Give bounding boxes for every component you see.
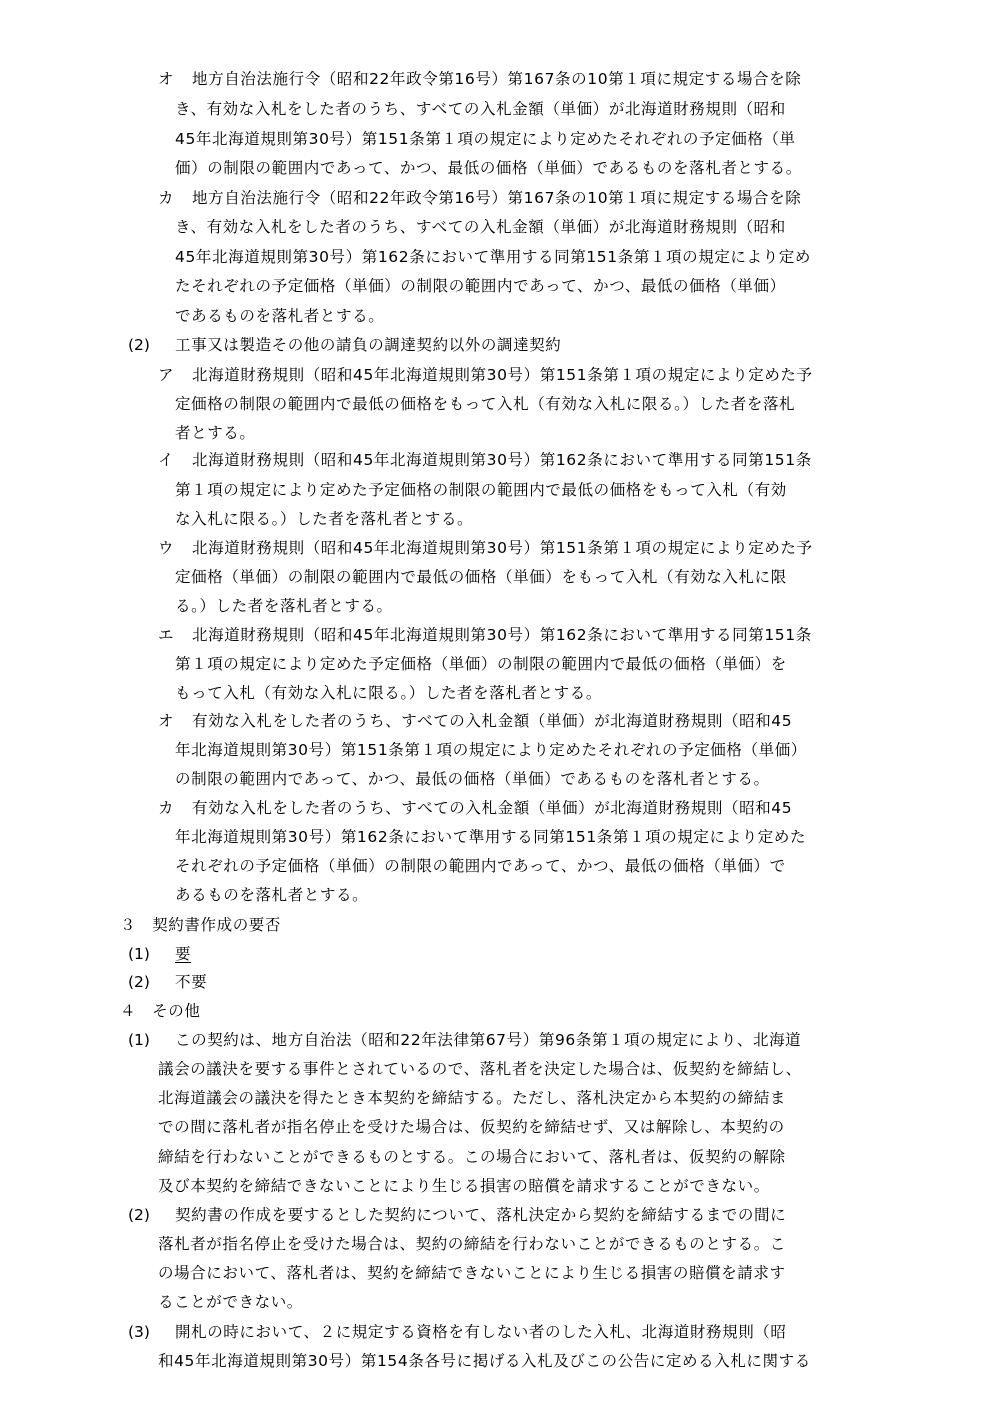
- item-marker: オ: [158, 70, 174, 88]
- text-line: 北海道財務規則（昭和45年北海道規則第30号）第162条において準用する同第151条: [192, 626, 812, 644]
- text-line: 落札者が指名停止を受けた場合は、契約の締結を行わないことができるものとする。こ: [158, 1235, 786, 1253]
- item-marker: ア: [158, 366, 174, 384]
- text-line: る。）した者を落札者とする。: [175, 597, 393, 615]
- text-line: 契約書の作成を要するとした契約について、落札決定から契約を締結するまでの間に: [175, 1206, 787, 1224]
- text-line: であるものを落札者とする。: [175, 307, 385, 325]
- text-line: 議会の議決を要する事件とされているので、落札者を決定した場合は、仮契約を締結し、: [158, 1060, 802, 1078]
- text-line: な入札に限る。）した者を落札者とする。: [175, 510, 474, 528]
- item-marker: (2): [128, 1206, 150, 1224]
- option-not-required: 不要: [175, 973, 208, 991]
- text-line: あるものを落札者とする。: [175, 886, 369, 904]
- text-line: 北海道財務規則（昭和45年北海道規則第30号）第151条第１項の規定により定めた予: [192, 366, 813, 384]
- text-line: たそれぞれの予定価格（単価）の制限の範囲内であって、かつ、最低の価格（単価）: [175, 277, 786, 295]
- text-line: 締結を行わないことができるものとする。この場合において、落札者は、仮契約の解除: [158, 1148, 786, 1166]
- text-line: 及び本契約を締結できないことにより生じる損害の賠償を請求することができない。: [158, 1177, 770, 1195]
- text-line: 北海道議会の議決を得たとき本契約を締結する。ただし、落札決定から本契約の締結ま: [158, 1089, 786, 1107]
- text-line: き、有効な入札をした者のうち、すべての入札金額（単価）が北海道財務規則（昭和: [175, 100, 786, 118]
- text-line: 和45年北海道規則第30号）第154条各号に掲げる入札及びこの公告に定める入札に関する: [158, 1352, 811, 1370]
- text-line: この契約は、地方自治法（昭和22年法律第67号）第96条第１項の規定により、北海道: [175, 1031, 802, 1049]
- item-marker: (2): [128, 336, 150, 354]
- text-line: の場合において、落札者は、契約を締結できないことにより生じる損害の賠償を請求す: [158, 1264, 786, 1282]
- section-heading: ３ 契約書作成の要否: [120, 916, 282, 934]
- item-marker: エ: [158, 626, 174, 644]
- text-line: もって入札（有効な入札に限る。）した者を落札者とする。: [175, 684, 602, 702]
- text-line: 45年北海道規則第30号）第151条第１項の規定により定めたそれぞれの予定価格（単: [175, 130, 796, 148]
- text-line: 地方自治法施行令（昭和22年政令第16号）第167条の10第１項に規定する場合を除: [192, 189, 802, 207]
- text-line: 地方自治法施行令（昭和22年政令第16号）第167条の10第１項に規定する場合を除: [192, 70, 802, 88]
- text-line: 者とする。: [175, 424, 256, 442]
- text-line: 定価格（単価）の制限の範囲内で最低の価格（単価）をもって入札（有効な入札に限: [175, 568, 787, 586]
- text-line: それぞれの予定価格（単価）の制限の範囲内であって、かつ、最低の価格（単価）で: [175, 857, 786, 875]
- item-marker: カ: [158, 189, 174, 207]
- item-marker: イ: [158, 451, 174, 469]
- item-marker: (3): [128, 1323, 150, 1341]
- text-line: 北海道財務規則（昭和45年北海道規則第30号）第162条において準用する同第151条: [192, 451, 812, 469]
- text-line: 年北海道規則第30号）第162条において準用する同第151条第１項の規定により定めた: [175, 828, 807, 846]
- item-marker: (1): [128, 945, 150, 963]
- text-line: 有効な入札をした者のうち、すべての入札金額（単価）が北海道財務規則（昭和45: [192, 712, 793, 730]
- text-line: の制限の範囲内であって、かつ、最低の価格（単価）であるものを落札者とする。: [175, 770, 770, 788]
- text-line: ることができない。: [158, 1293, 303, 1311]
- text-line: 第１項の規定により定めた予定価格（単価）の制限の範囲内で最低の価格（単価）を: [175, 655, 787, 673]
- section-heading: ４ その他: [120, 1002, 201, 1020]
- text-line: 価）の制限の範囲内であって、かつ、最低の価格（単価）であるものを落札者とする。: [175, 159, 802, 177]
- text-line: 定価格の制限の範囲内で最低の価格をもって入札（有効な入札に限る。）した者を落札: [175, 395, 796, 413]
- option-required: 要: [175, 945, 192, 963]
- item-marker: オ: [158, 712, 174, 730]
- item-marker: カ: [158, 799, 174, 817]
- text-line: 有効な入札をした者のうち、すべての入札金額（単価）が北海道財務規則（昭和45: [192, 799, 793, 817]
- text-line: 北海道財務規則（昭和45年北海道規則第30号）第151条第１項の規定により定めた予: [192, 539, 813, 557]
- text-line: き、有効な入札をした者のうち、すべての入札金額（単価）が北海道財務規則（昭和: [175, 218, 786, 236]
- text-line: 年北海道規則第30号）第151条第１項の規定により定めたそれぞれの予定価格（単価）: [175, 741, 807, 759]
- subsection-title: 工事又は製造その他の請負の調達契約以外の調達契約: [175, 336, 562, 354]
- item-marker: ウ: [158, 539, 174, 557]
- text-line: 第１項の規定により定めた予定価格の制限の範囲内で最低の価格をもって入札（有効: [175, 481, 787, 499]
- item-marker: (1): [128, 1031, 150, 1049]
- text-line: 45年北海道規則第30号）第162条において準用する同第151条第１項の規定により定め: [175, 248, 811, 266]
- item-marker: (2): [128, 973, 150, 991]
- text-line: 開札の時において、２に規定する資格を有しない者のした入札、北海道財務規則（昭: [175, 1323, 787, 1341]
- text-line: での間に落札者が指名停止を受けた場合は、仮契約を締結せず、又は解除し、本契約の: [158, 1118, 785, 1136]
